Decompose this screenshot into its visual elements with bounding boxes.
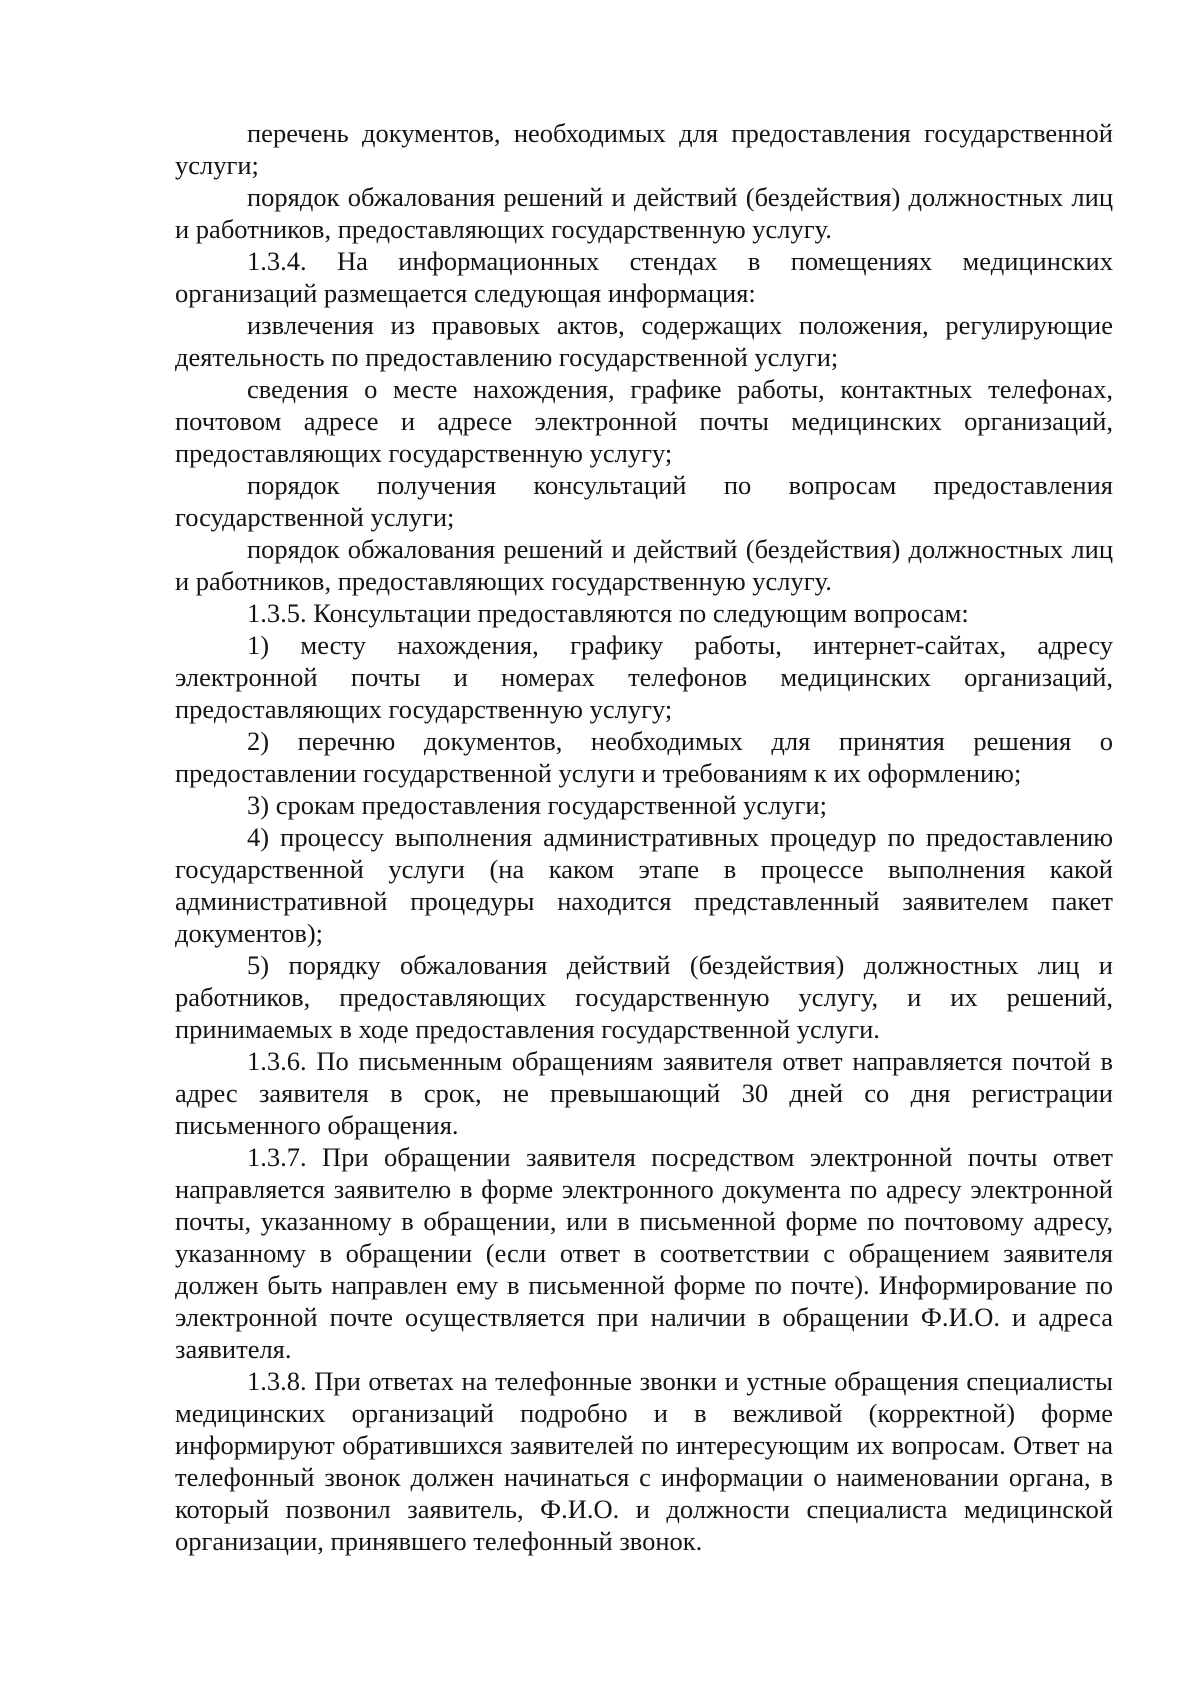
paragraph: сведения о месте нахождения, графике работы, контактных телефонах, почтовом адресе и адресе электронной почты медицинских организаций, предоставляющих государственную услугу;	[175, 374, 1113, 468]
paragraph-1-3-5: 1.3.5. Консультации предоставляются по следующим вопросам:	[247, 598, 969, 628]
paragraph-1-3-8: 1.3.8. При ответах на телефонные звонки и устные обращения специалисты медицинских организаций подробно и в вежливой (корректной) форме информируют обратившихся заявителей по интересующим их вопросам. Ответ на телефонный звонок должен начинаться с информации о наименовании органа, в который позвонил заявитель, Ф.И.О. и должности специалиста медицинской организации, принявшего телефонный звонок.	[175, 1366, 1113, 1556]
paragraph: порядок обжалования решений и действий (бездействия) должностных лиц и работников, предоставляющих государственную услугу.	[175, 534, 1113, 596]
paragraph: порядок обжалования решений и действий (бездействия) должностных лиц и работников, предоставляющих государственную услугу.	[175, 182, 1113, 244]
paragraph: перечень документов, необходимых для предоставления государственной услуги;	[175, 118, 1113, 180]
document-page	[175, 117, 1113, 1557]
paragraph-1-3-6: 1.3.6. По письменным обращениям заявителя ответ направляется почтой в адрес заявителя в срок, не превышающий 30 дней со дня регистрации письменного обращения.	[175, 1046, 1113, 1140]
paragraph: порядок получения консультаций по вопросам предоставления государственной услуги;	[175, 470, 1113, 532]
paragraph: извлечения из правовых актов, содержащих положения, регулирующие деятельность по предоставлению государственной услуги;	[175, 310, 1113, 372]
list-item-2: 2) перечню документов, необходимых для принятия решения о предоставлении государственной услуги и требованиям к их оформлению;	[175, 726, 1113, 788]
list-item-5: 5) порядку обжалования действий (бездействия) должностных лиц и работников, предоставляющих государственную услугу, и их решений, принимаемых в ходе предоставления государственной услуги.	[175, 950, 1113, 1044]
list-item-1: 1) месту нахождения, графику работы, интернет-сайтах, адресу электронной почты и номерах телефонов медицинских организаций, предоставляющих государственную услугу;	[175, 630, 1113, 724]
list-item-4: 4) процессу выполнения административных процедур по предоставлению государственной услуги (на каком этапе в процессе выполнения какой административной процедуры находится представленный заявителем пакет документов);	[175, 822, 1113, 948]
paragraph-1-3-4: 1.3.4. На информационных стендах в помещениях медицинских организаций размещается следующая информация:	[175, 246, 1113, 308]
paragraph-1-3-7: 1.3.7. При обращении заявителя посредством электронной почты ответ направляется заявителю в форме электронного документа по адресу электронной почты, указанному в обращении, или в письменной форме по почтовому адресу, указанному в обращении (если ответ в соответствии с обращением заявителя должен быть направлен ему в письменной форме по почте). Информирование по электронной почте осуществляется при наличии в обращении Ф.И.О. и адреса заявителя.	[175, 1142, 1113, 1364]
list-item-3: 3) срокам предоставления государственной услуги;	[247, 790, 827, 820]
